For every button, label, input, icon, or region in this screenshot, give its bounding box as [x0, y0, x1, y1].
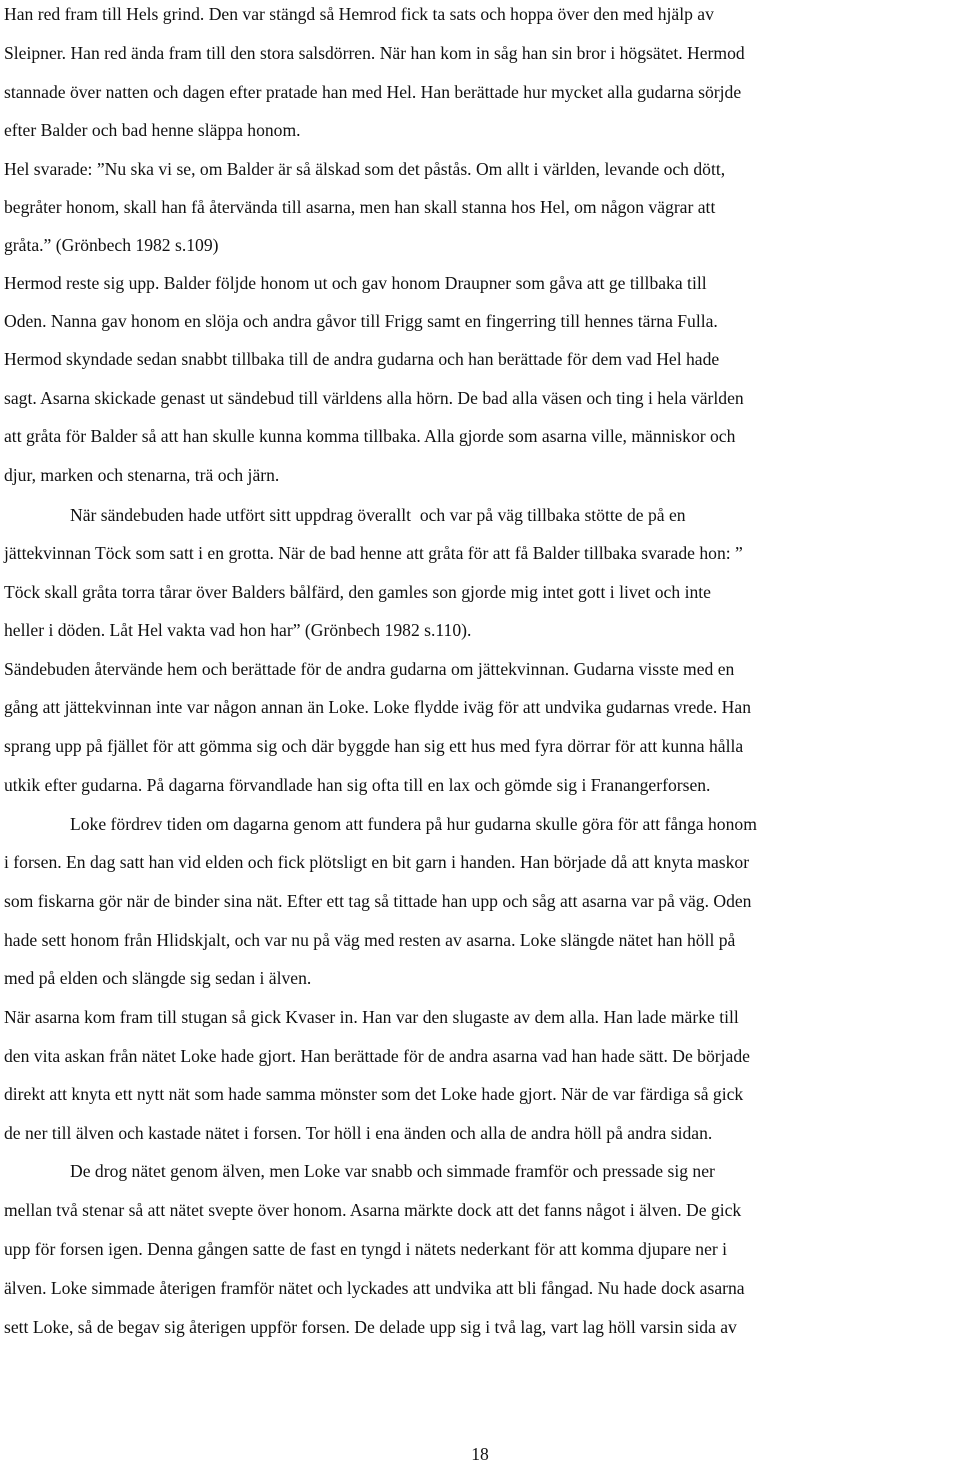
text-line: De drog nätet genom älven, men Loke var snabb och simmade framför och pressade sig ner: [70, 1161, 715, 1181]
text-line: När asarna kom fram till stugan så gick Kvaser in. Han var den slugaste av dem alla. Han lade märke till: [4, 1007, 739, 1027]
text-line: När sändebuden hade utfört sitt uppdrag överallt och var på väg tillbaka stötte de på en: [70, 505, 686, 525]
text-line: sagt. Asarna skickade genast ut sändebud till världens alla hörn. De bad alla väsen och ting i hela världen: [4, 388, 744, 408]
text-line: hade sett honom från Hlidskjalt, och var nu på väg med resten av asarna. Loke slängde nätet han höll på: [4, 930, 736, 950]
text-line: sprang upp på fjället för att gömma sig och där byggde han sig ett hus med fyra dörrar för att kunna hålla: [4, 736, 744, 756]
text-line: Hermod skyndade sedan snabbt tillbaka till de andra gudarna och han berättade för dem vad Hel hade: [4, 349, 720, 369]
text-line: Sleipner. Han red ända fram till den stora salsdörren. När han kom in såg han sin bror i högsätet. Hermod: [4, 43, 745, 63]
text-line: som fiskarna gör när de binder sina nät. Efter ett tag så tittade han upp och såg att asarna var på väg. Oden: [4, 891, 752, 911]
text-line: jättekvinnan Töck som satt i en grotta. När de bad henne att gråta för att få Balder tillbaka svarade hon: ”: [4, 543, 743, 563]
text-line: gång att jättekvinnan inte var någon annan än Loke. Loke flydde iväg för att undvika gudarnas vrede. Han: [4, 697, 751, 717]
text-line: heller i döden. Låt Hel vakta vad hon har” (Grönbech 1982 s.110).: [4, 620, 472, 640]
text-line: utkik efter gudarna. På dagarna förvandlade han sig ofta till en lax och gömde sig i Franangerforsen.: [4, 775, 711, 795]
text-line: sett Loke, så de begav sig återigen uppför forsen. De delade upp sig i två lag, vart lag höll varsin sida av: [4, 1317, 737, 1337]
text-line: Hel svarade: ”Nu ska vi se, om Balder är så älskad som det påstås. Om allt i världen, levande och dött,: [4, 159, 726, 179]
text-line: Hermod reste sig upp. Balder följde honom ut och gav honom Draupner som gåva att ge tillbaka till: [4, 273, 707, 293]
text-line: direkt att knyta ett nytt nät som hade samma mönster som det Loke hade gjort. När de var färdiga så gick: [4, 1084, 744, 1104]
text-line: upp för forsen igen. Denna gången satte de fast en tyngd i nätets nederkant för att komma djupare ner i: [4, 1239, 728, 1259]
text-line: Han red fram till Hels grind. Den var stängd så Hemrod fick ta sats och hoppa över den med hjälp av: [4, 4, 714, 24]
text-line: de ner till älven och kastade nätet i forsen. Tor höll i ena änden och alla de andra höll på andra sidan.: [4, 1123, 713, 1143]
text-line: i forsen. En dag satt han vid elden och fick plötsligt en bit garn i handen. Han började då att knyta maskor: [4, 852, 750, 872]
text-line: Oden. Nanna gav honom en slöja och andra gåvor till Frigg samt en fingerring till hennes tärna Fulla.: [4, 311, 718, 331]
text-line: Töck skall gråta torra tårar över Balders bålfärd, den gamles son gjorde mig intet gott i livet och inte: [4, 582, 711, 602]
text-line: älven. Loke simmade återigen framför nätet och lyckades att undvika att bli fångad. Nu hade dock asarna: [4, 1278, 745, 1298]
text-line: efter Balder och bad henne släppa honom.: [4, 120, 301, 140]
text-line: att gråta för Balder så att han skulle kunna komma tillbaka. Alla gjorde som asarna ville, människor och: [4, 426, 736, 446]
text-line: begråter honom, skall han få återvända till asarna, men han skall stanna hos Hel, om någon vägrar att: [4, 197, 716, 217]
text-line: stannade över natten och dagen efter pratade han med Hel. Han berättade hur mycket alla gudarna sörjde: [4, 82, 742, 102]
text-line: Sändebuden återvände hem och berättade för de andra gudarna om jättekvinnan. Gudarna visste med en: [4, 659, 735, 679]
text-line: djur, marken och stenarna, trä och järn.: [4, 465, 280, 485]
text-line: den vita askan från nätet Loke hade gjort. Han berättade för de andra asarna vad han hade sätt. De började: [4, 1046, 750, 1066]
text-line: gråta.” (Grönbech 1982 s.109): [4, 235, 219, 255]
text-line: med på elden och slängde sig sedan i älven.: [4, 968, 312, 988]
page-number: 18: [471, 1444, 489, 1464]
text-line: Loke fördrev tiden om dagarna genom att fundera på hur gudarna skulle göra för att fånga honom: [70, 814, 757, 834]
text-line: mellan två stenar så att nätet svepte över honom. Asarna märkte dock att det fanns något i älven. De gick: [4, 1200, 742, 1220]
